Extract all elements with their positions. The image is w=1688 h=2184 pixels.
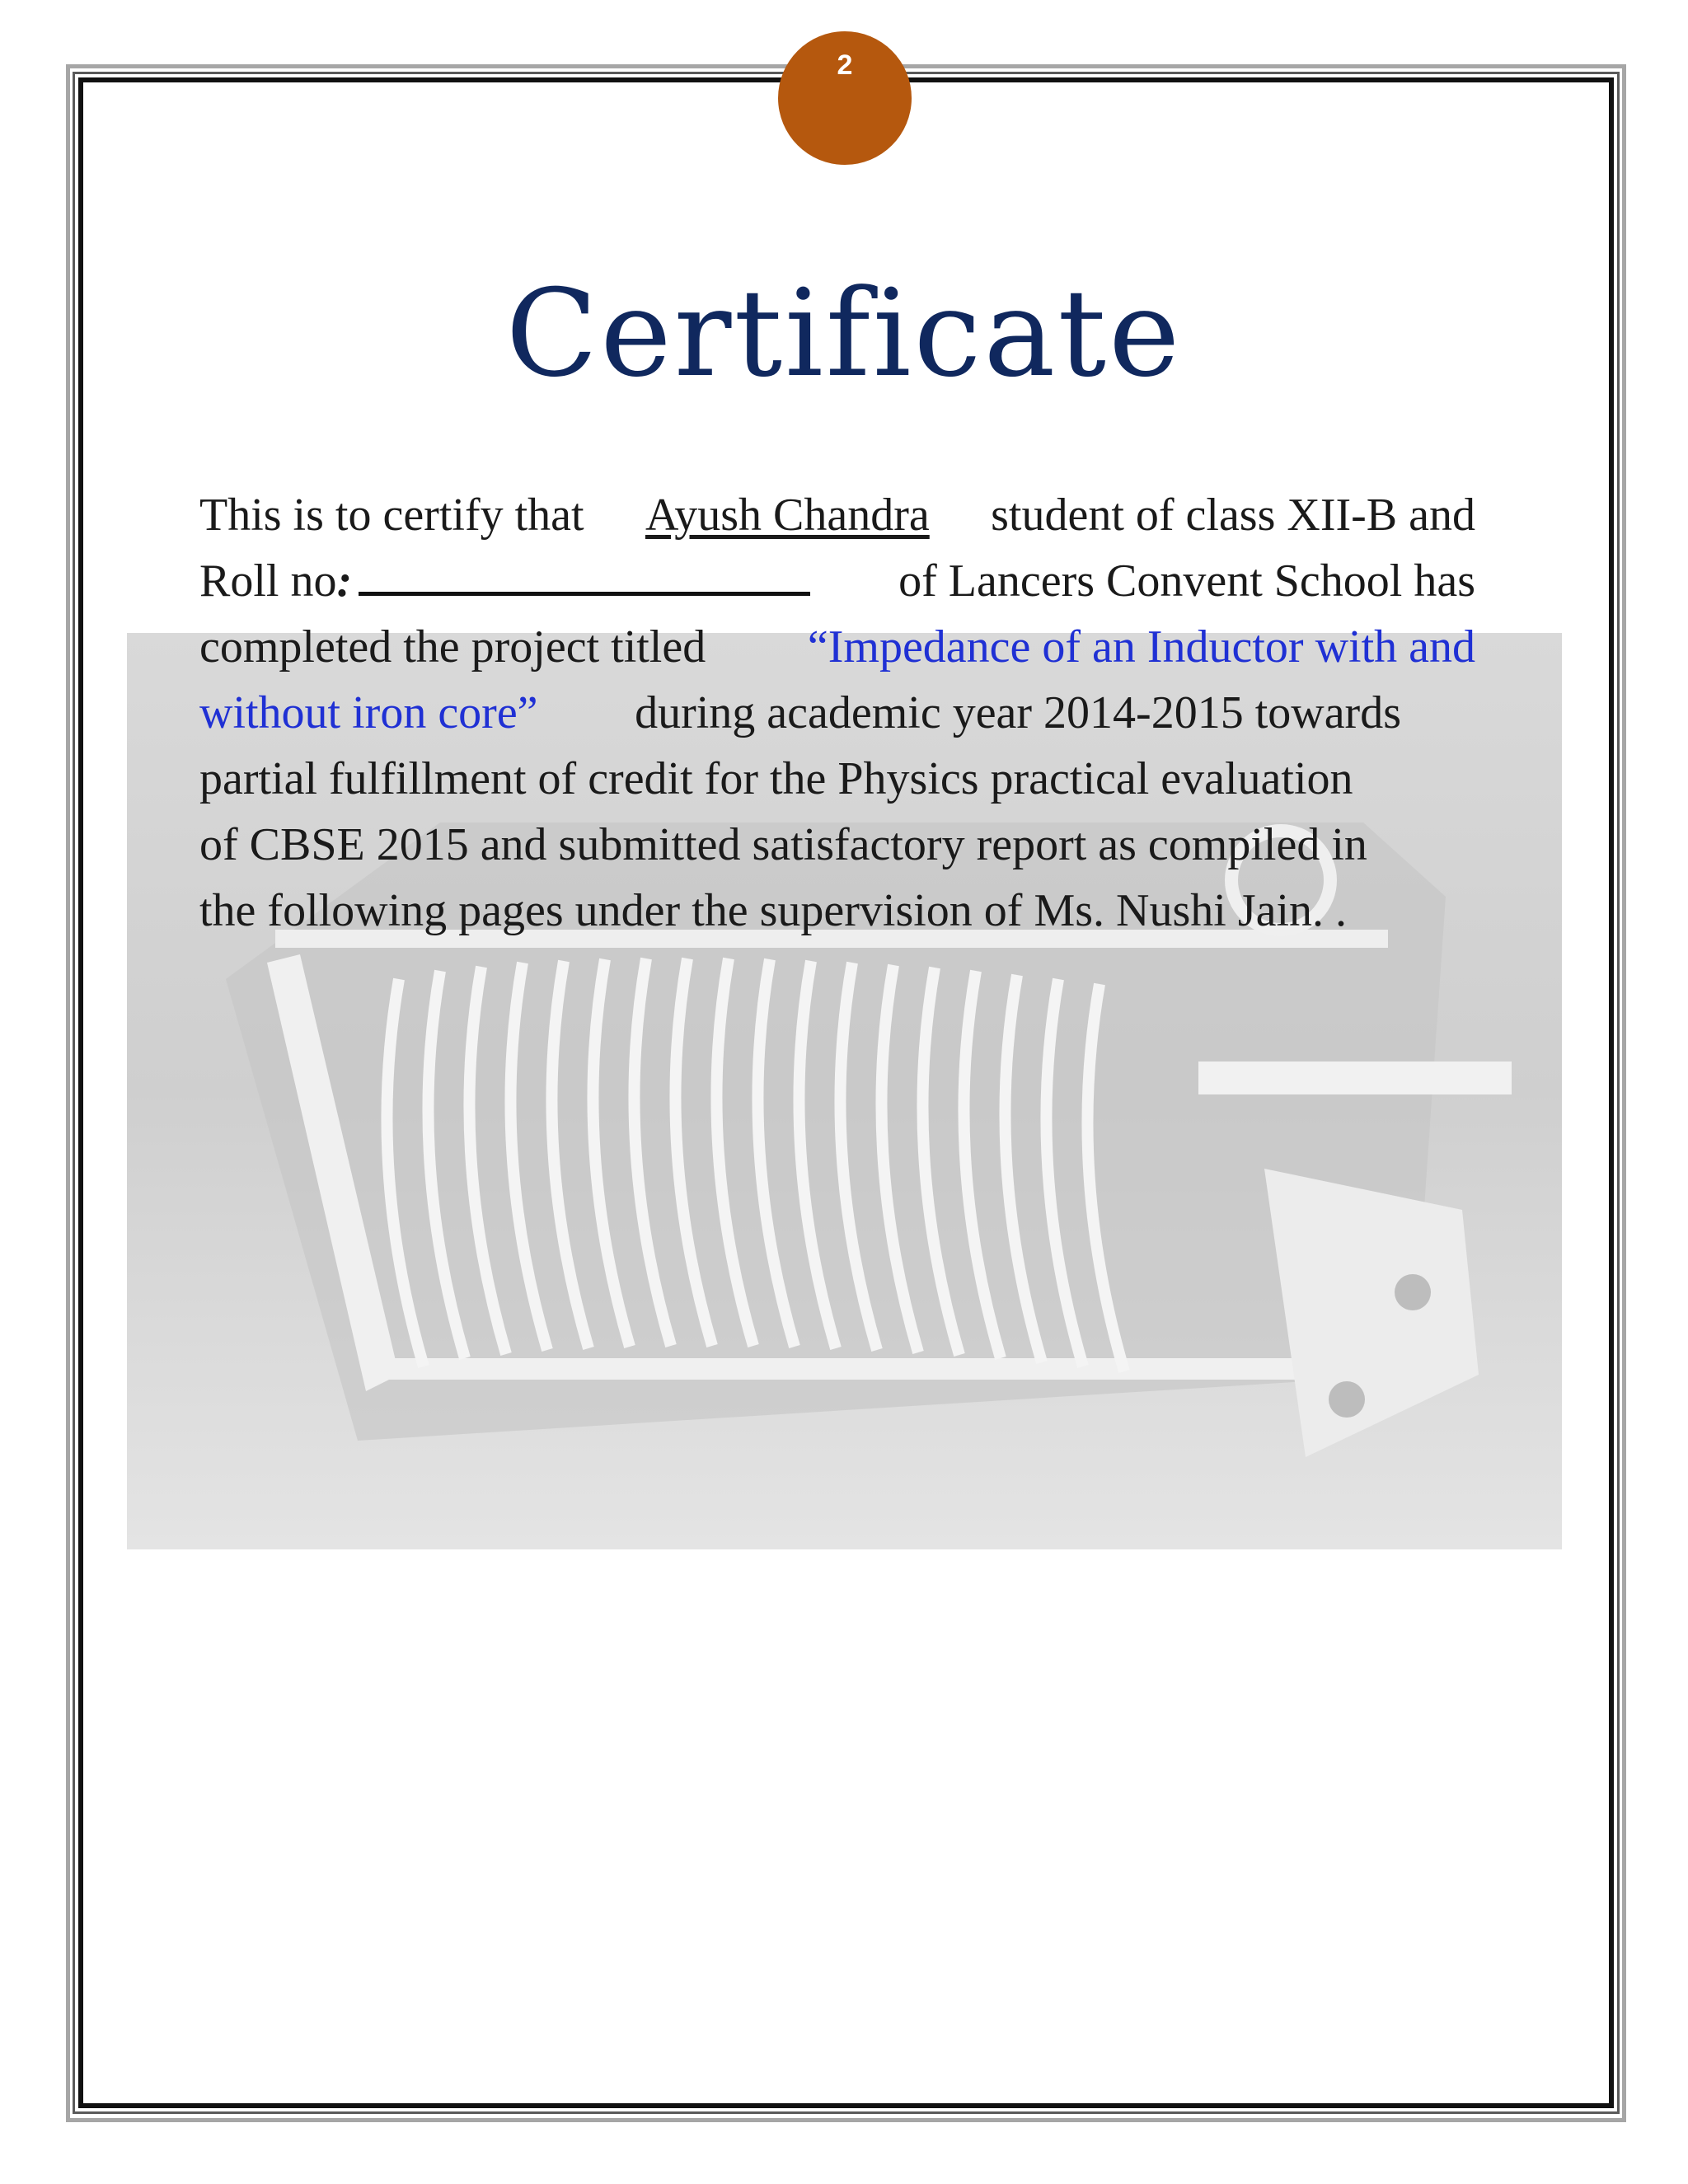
page-number: 2 (837, 49, 853, 81)
certificate-body (199, 482, 1475, 944)
roll-no-field: Roll no: (199, 548, 810, 614)
certificate-line-3: completed the project titled “Impedance of an Inductor with and (199, 614, 1475, 680)
certificate-line-6: of CBSE 2015 and submitted satisfactory report as compiled in (199, 819, 1367, 870)
certificate-line-2: Roll no: of Lancers Convent School has (199, 548, 1475, 614)
certificate-line-7: the following pages under the supervision of Ms. Nushi Jain. . (199, 885, 1348, 936)
project-title-part-2: without iron core” (199, 687, 538, 738)
project-title-part-1: “Impedance of an Inductor with and (807, 621, 1475, 673)
student-name: Ayush Chandra (645, 490, 930, 541)
page-number-badge (778, 31, 912, 165)
roll-no-blank-line (359, 560, 810, 596)
certificate-line-5: partial fulfillment of credit for the Physics practical evaluation (199, 753, 1353, 804)
certificate-line-4: without iron core” during academic year 2014-2015 towards (199, 680, 1475, 746)
certificate-title: Certificate (505, 264, 1183, 404)
certificate-line-1: This is to certify that Ayush Chandra student of class XII-B and (199, 482, 1475, 548)
